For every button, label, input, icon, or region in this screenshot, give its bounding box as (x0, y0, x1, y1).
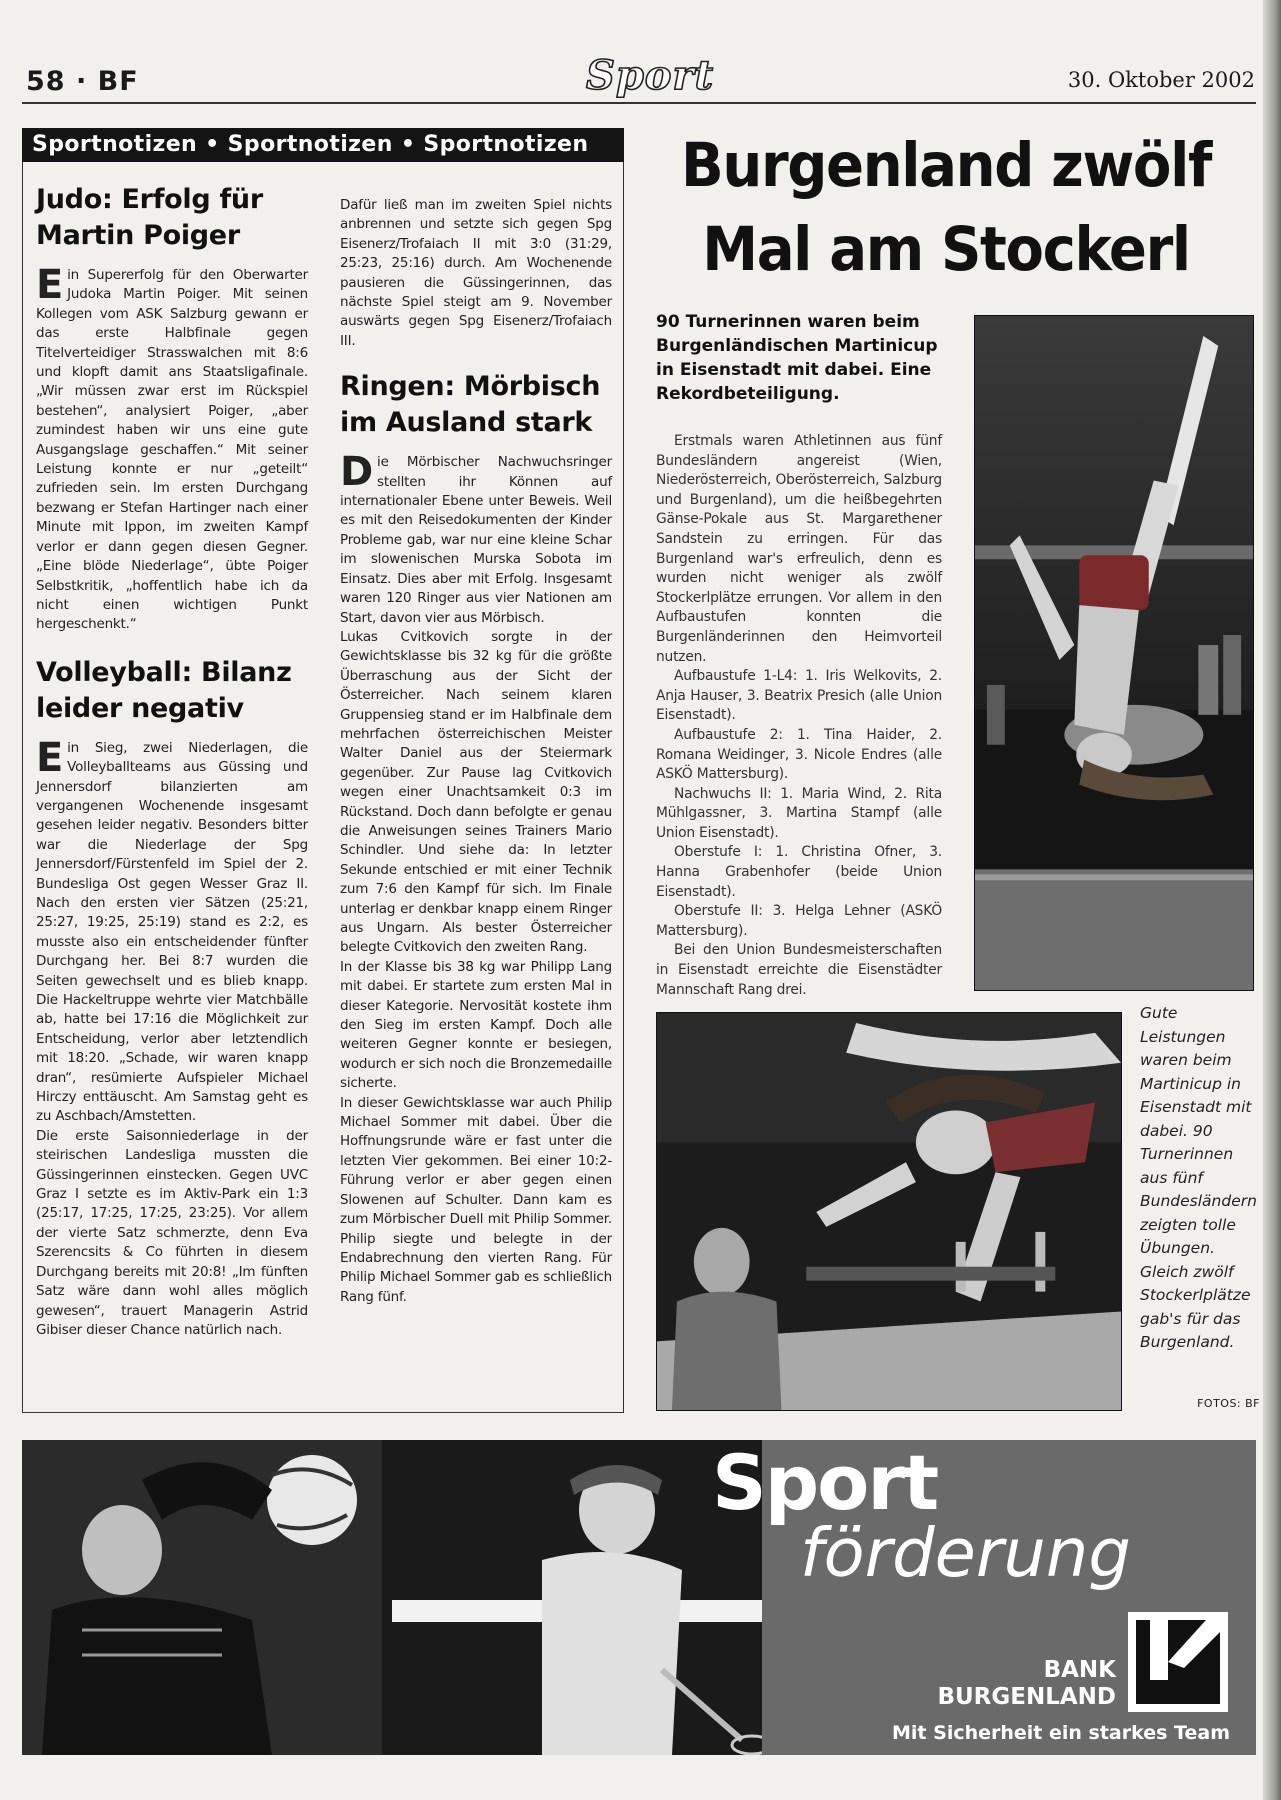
judo-text: in Supererfolg für den Oberwarter Judoka Martin Poiger. Mit seinen Kollegen vom ASK Salzburg gewann er das erste Halbfinale gegen Titelverteidiger Strasswalchen mit 8:6 und klopft damit ans Staatsligafinale. „Wir müssen zwar erst im Rückspiel bestehen“, analysiert Poiger, „aber zumindest haben wir uns eine gute Ausgangslage geschaffen.“ Mit seiner Leistung konnte er nur „geteilt“ zufrieden sein. Im ersten Durchgang bezwang er Stefan Hartinger nach einer Minute mit Ippon, im zweiten Kampf verlor er dann gegen diesen Gegner. „Eine blöde Niederlage“, übte Poiger Selbstkritik, „hoffentlich habe ich da nicht einen wichtigen Punkt hergeschenkt.“ (36, 267, 308, 633)
volleyball-headline: Volleyball: Bilanz leider negativ (36, 656, 292, 724)
main-headline: Burgenland zwölf Mal am Stockerl (680, 130, 1212, 285)
volleyball-text-2: Die erste Saisonniederlage in der steirischen Landesliga mussten die Güssingerinnen einstecken. Gegen UVC Graz I setzte es im Aktiv-Park ein 1:3 (25:17, 17:25, 17:25, 23:25). Vor allem der vierte Satz schmerzte, denn Eva Szerencsits & Co führten in diesem Durchgang bereits mit 20:8! „Im fünften Satz wäre dann wohl alles möglich gewesen“, trauert Managerin Astrid Gibiser dieser Chance natürlich nach. (36, 1127, 308, 1338)
main-paragraph: Bei den Union Bundesmeisterschaften in Eisenstadt erreichte die Eisenstädter Mannschaft Rang drei. (656, 942, 942, 998)
main-paragraph: Oberstufe II: 3. Helga Lehner (ASKÖ Mattersburg). (656, 903, 942, 939)
sportnotizen-banner: Sportnotizen • Sportnotizen • Sportnotizen (22, 128, 624, 162)
ringen-headline: Ringen: Mörbisch im Ausland stark (340, 371, 601, 439)
main-paragraph: Aufbaustufe 2: 1. Tina Haider, 2. Romana Weidinger, 3. Nicole Endres (alle ASKÖ Mattersburg). (656, 726, 942, 783)
volleyball-text-1: in Sieg, zwei Niederlagen, die Volleyballteams aus Güssing und Jennersdorf bilanzierten am vergangenen Wochenende insgesamt gesehen leider negativ. Besonders bitter war die Niederlage der Spg Jennersdorf/Fürstenfeld im Spiel der 2. Bundesliga Ost gegen Wesser Graz II. Nach den ersten vier Sätzen (25:21, 25:27, 19:25, 25:19) stand es 2:2, es musste also ein entscheidender fünfter Durchgang her. Bei 8:7 wurden die Seiten gewechselt und es blieb knapp. Die Hackeltruppe wehrte vier Matchbälle ab, hatte bei 17:16 die Möglichkeit zur Entscheidung, verlor aber letztendlich mit 18:20. „Schade, wir waren knapp dran“, resümierte Aufspieler Michael Hirczy enttäuscht. Am Samstag geht es zu Aschbach/Amstetten. (36, 739, 308, 1125)
volleyball-text-3: Dafür ließ man im zweiten Spiel nichts anbrennen und setzte sich gegen Spg Eisenerz/Trofaiach II mit 3:0 (31:29, 25:23, 25:16) durch. Am Wochenende pausieren die Güssingerinnen, das nächste Spiel steigt am 9. November auswärts gegen Spg Eisenerz/Trofaiach III. (340, 197, 612, 349)
ad-bank-line-1: BANK (1043, 1657, 1116, 1683)
main-paragraph: Aufbaustufe 1-L4: 1. Iris Welkovits, 2. Anja Hauser, 3. Beatrix Presich (alle Union Eisenstadt). (656, 668, 942, 724)
ad-bank-name (900, 1657, 1116, 1711)
notes-column-left (36, 178, 308, 1340)
photo-caption: Gute Leistungen waren beim Martinicup in Eisenstadt mit dabei. 90 Turnerinnen aus fünf Bundesländern zeigten tolle Übungen. Gleich zwölf Stockerlplätze gab's für das Burgenland. (1140, 1004, 1257, 1351)
ringen-text-4: In dieser Gewichtsklasse war auch Philip Michael Sommer mit dabei. Über die Hoffnungsrunde wäre er fast unter die letzten Vier gekommen. Bei einer 10:2-Führung verlor er aber gegen einen Slowenen auf Schulter. Dann kam es zum Mörbischer Duell mit Philip Sommer. Philip siegte und belegte in der Endabrechnung den vierten Rang. Für Philip Michael Sommer gab es schließlich Rang fünf. (340, 1094, 612, 1305)
judo-dropcap: E (36, 262, 64, 308)
ringen-dropcap: D (340, 449, 374, 496)
ringen-text-1: ie Mörbischer Nachwuchsringer stellten ihr Können auf internationaler Ebene unter Beweis. Weil es mit den Reisedokumenten der Kinder Probleme gab, war nur eine kleine Schar im slowenischen Murska Sobota im Einsatz. Dies aber mit Erfolg. Insgesamt waren 120 Ringer aus vier Nationen am Start, davon vier aus Mörbisch. (340, 454, 612, 626)
bank-burgenland-logo-icon (1128, 1612, 1228, 1712)
judo-headline: Judo: Erfolg für Martin Poiger (36, 184, 263, 251)
issue-date: 30. Oktober 2002 (1067, 68, 1255, 92)
ad-bank-line-2: BURGENLAND (937, 1684, 1116, 1710)
main-paragraph: Nachwuchs II: 1. Maria Wind, 2. Rita Mühlgassner, 3. Martina Stampf (alle Union Eisenstadt). (656, 785, 942, 841)
judo-article (36, 262, 308, 635)
notes-column-right (340, 196, 612, 1307)
section-title: Sport (585, 52, 715, 99)
volleyball-dropcap: E (36, 734, 64, 781)
main-article-body (656, 432, 942, 1000)
gymnast-photo-horizontal (656, 1012, 1122, 1411)
header-rule (22, 102, 1256, 104)
ad-sports-photo (22, 1440, 762, 1755)
page-number-label: 58 · BF (26, 66, 139, 97)
page-spine-shadow (1263, 0, 1281, 1800)
ad-sport-word: Sport (712, 1438, 938, 1527)
ad-foerderung-word: förderung (800, 1514, 1131, 1592)
ad-claim: Mit Sicherheit ein starkes Team (892, 1722, 1230, 1744)
main-paragraph: Oberstufe I: 1. Christina Ofner, 3. Hanna Grabenhofer (beide Union Eisenstadt). (656, 844, 942, 900)
ringen-text-3: In der Klasse bis 38 kg war Philipp Lang mit dabei. Er startete zum ersten Mal in dieser Kategorie. Nervosität kostete ihm den Sieg im ersten Kampf. Doch alle weiteren Gegner konnte er besiegen, wodurch er sich noch die Bronzemedaille sicherte. (340, 958, 612, 1092)
ringen-text-2: Lukas Cvitkovich sorgte in der Gewichtsklasse bis 32 kg für die größte Überraschung aus der Sicht der Österreicher. Nach seinem klaren Gruppensieg stand er im Halbfinale dem mehrfachen österreichischen Meister Walter Daniel aus der Steiermark gegenüber. Zur Pause lag Cvitkovich wegen einer Unachtsamkeit 0:3 im Rückstand. Doch dann befolgte er genau die Anweisungen seines Trainers Mario Schindler. Und siehe da: In letzter Sekunde entschied er mit einer Technik zum 7:6 den Kampf für sich. Im Finale unterlag er denkbar knapp einem Ringer aus Ungarn. Als bester Österreicher belegte Cvitkovich den zweiten Rang. (340, 628, 612, 956)
main-lead: 90 Turnerinnen waren beim Burgenländischen Martinicup in Eisenstadt mit dabei. Eine Rekordbeteiligung. (656, 312, 938, 404)
volleyball-article (36, 734, 308, 1127)
photo-credit: FOTOS: BF (1197, 1397, 1260, 1410)
gymnast-photo-vertical (974, 315, 1254, 991)
ringen-article (340, 449, 612, 628)
main-paragraph: Erstmals waren Athletinnen aus fünf Bundesländern angereist (Wien, Niederösterreich, Oberösterreich, Salzburg und Burgenland), um die heißbegehrten Gänse-Pokale aus St. Margarethener Sandstein zu erringen. Für das Burgenland war's erfreulich, denn es wurden nicht weniger als zwölf Stockerlplätze errungen. Vor allem in den Aufbaustufen konnten die Burgenländerinnen den Heimvorteil nutzen. (656, 433, 942, 665)
